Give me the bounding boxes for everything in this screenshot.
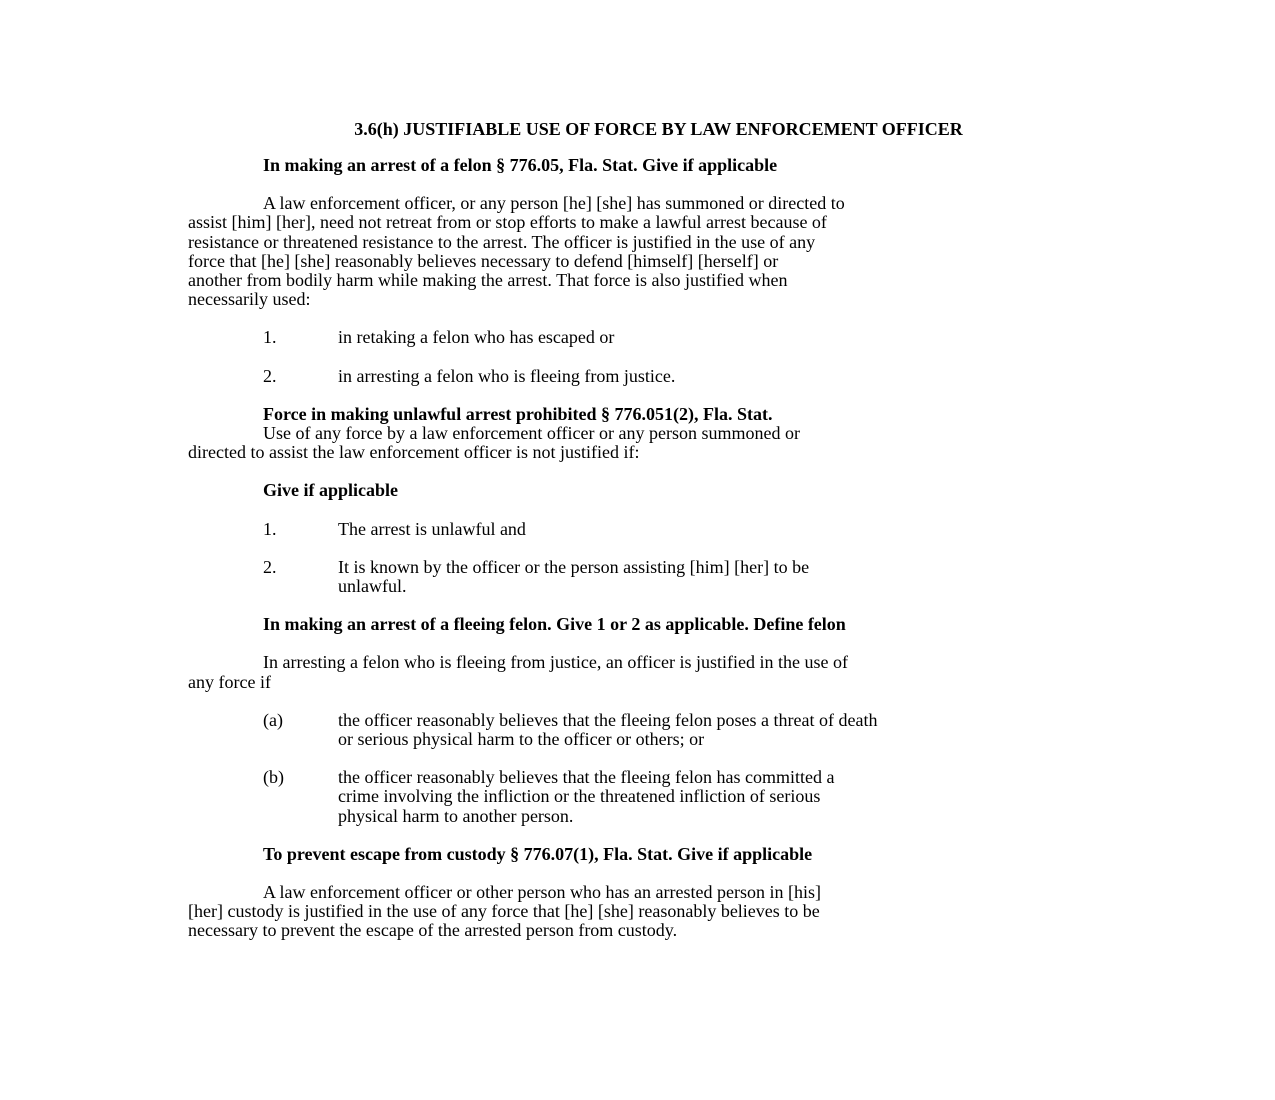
paragraph-fleeing-felon: [188, 653, 1093, 691]
list-item-number: (a): [263, 709, 283, 730]
list-item-text: [338, 367, 1093, 386]
paragraph-line: In arresting a felon who is fleeing from justice, an officer is justified in the use of: [263, 652, 848, 673]
list-item-line: The arrest is unlawful and: [338, 518, 526, 539]
paragraph-line: necessarily used:: [188, 289, 311, 310]
list-item-text: [338, 520, 1093, 539]
list-item: [188, 520, 1093, 539]
paragraph-line: Use of any force by a law enforcement officer or any person summoned or: [263, 423, 800, 444]
list-item: [188, 558, 1093, 596]
paragraph-line: resistance or threatened resistance to the arrest. The officer is justified in the use of any: [188, 231, 816, 252]
list-item-line: in retaking a felon who has escaped or: [338, 327, 615, 348]
list-item-line: in arresting a felon who is fleeing from justice.: [338, 365, 676, 386]
paragraph-line: A law enforcement officer, or any person [he] [she] has summoned or directed to: [263, 193, 845, 214]
list-item-line: unlawful.: [338, 576, 407, 597]
list-item-number: (b): [263, 767, 284, 788]
list-item-line: physical harm to another person.: [338, 805, 574, 826]
paragraph-line: A law enforcement officer or other person who has an arrested person in [his]: [263, 882, 821, 903]
paragraph-line: any force if: [188, 671, 271, 692]
list-item-line: crime involving the infliction or the threatened infliction of serious: [338, 786, 821, 807]
list-item-number: 1.: [263, 327, 277, 348]
document-page: [188, 118, 1093, 960]
paragraph-line: force that [he] [she] reasonably believes necessary to defend [himself] [herself] or: [188, 250, 779, 271]
page-title: 3.6(h) JUSTIFIABLE USE OF FORCE BY LAW ENFORCEMENT OFFICER: [354, 119, 963, 139]
list-item: [188, 328, 1093, 347]
list-item-line: or serious physical harm to the officer or others; or: [338, 729, 705, 750]
list-item-line: the officer reasonably believes that the fleeing felon poses a threat of death: [338, 709, 878, 730]
list-item: [188, 367, 1093, 386]
paragraph-arrest-of-felon: [188, 194, 1093, 309]
section-heading-arrest-of-felon: In making an arrest of a felon § 776.05, Fla. Stat. Give if applicable: [263, 155, 778, 175]
paragraph-escape-from-custody: [188, 883, 1093, 941]
paragraph-unlawful-arrest: [188, 424, 1093, 462]
list-item-line: the officer reasonably believes that the fleeing felon has committed a: [338, 767, 835, 788]
paragraph-line: necessary to prevent the escape of the arrested person from custody.: [188, 920, 678, 941]
list-item-number: 1.: [263, 518, 277, 539]
list-item-text: [338, 768, 1093, 826]
list-item-text: [338, 558, 1093, 596]
list-item: [188, 711, 1093, 749]
section-heading-escape-from-custody: To prevent escape from custody § 776.07(1), Fla. Stat. Give if applicable: [263, 843, 813, 864]
section-heading-fleeing-felon: In making an arrest of a fleeing felon. Give 1 or 2 as applicable. Define felon: [263, 614, 846, 635]
list-item-text: [338, 711, 1093, 749]
list-item-text: [338, 328, 1093, 347]
list-item-number: 2.: [263, 365, 277, 386]
paragraph-line: another from bodily harm while making the arrest. That force is also justified when: [188, 270, 788, 291]
paragraph-line: directed to assist the law enforcement officer is not justified if:: [188, 442, 640, 463]
list-item: [188, 768, 1093, 826]
list-item-line: It is known by the officer or the person assisting [him] [her] to be: [338, 556, 810, 577]
section-heading-unlawful-arrest: Force in making unlawful arrest prohibited § 776.051(2), Fla. Stat.: [263, 403, 773, 424]
paragraph-line: [her] custody is justified in the use of any force that [he] [she] reasonably believes to be: [188, 901, 820, 922]
paragraph-line: assist [him] [her], need not retreat from or stop efforts to make a lawful arrest because of: [188, 212, 827, 233]
subheading-give-if-applicable: Give if applicable: [263, 480, 398, 501]
list-item-number: 2.: [263, 556, 277, 577]
